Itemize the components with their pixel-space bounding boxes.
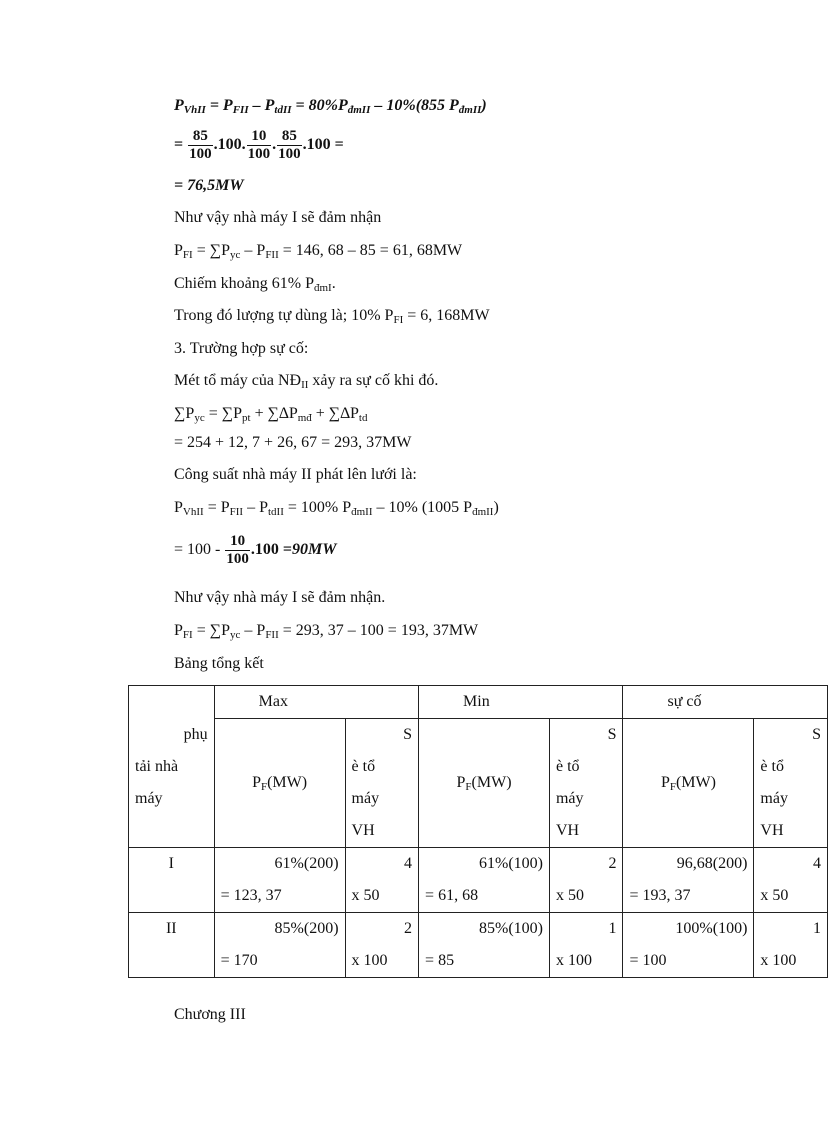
header-pf-fault: $P_F(MW)$ [623, 719, 754, 848]
equation-pfi-fault: $P_{FI} = \sum P_{yc} - P_{FII} = 293$, 37 – 100 = 193, 37MW [174, 622, 479, 641]
fraction-1: $\frac{85}{100}$ [189, 128, 212, 162]
table-caption: Bảng tổng kết [174, 655, 264, 672]
header-pf-max: $P_F(MW)$ [214, 719, 345, 848]
table-row [129, 913, 828, 978]
table-header-row [129, 686, 828, 719]
header-sets-min: S è tổ máy VH [549, 719, 623, 848]
formula-fractions: = $\frac{85}{100}$ .100. $\frac{10}{100}$ . $\frac{85}{100}$ .100 = [174, 128, 344, 162]
cell-plant: I [129, 848, 215, 913]
paragraph-plant-i-takes-2: Như vậy nhà máy I sẽ đảm nhận. [174, 589, 386, 606]
equation-sum-pyc: $\sum P_{yc} = \sum P_{pt} + \sum\Delta P_{mđ} + \sum\Delta P_{td}$ [174, 405, 368, 424]
header-fault: sự cố [623, 686, 828, 719]
header-sets-max: S è tổ máy VH [345, 719, 419, 848]
equation-pvhii-fault: $P_{VhII} = P_{FII} - P_{tdII} = 100\%$ $P_{đmII} - 10\%$ (1005 $P_{đmII}$) [174, 499, 499, 518]
formula-vhii: $P_{VhII} = P_{FII} - P_{tdII} = 80\%P_{đmII} - 10\%(855$ $P_{đmII}$) [174, 97, 487, 116]
header-load: phụ tải nhà máy [129, 686, 215, 848]
cell-max-sets: 2 x 100 [345, 913, 419, 978]
cell-fault-sets: 4 x 50 [754, 848, 828, 913]
cell-min-pf: 85%(100) = 85 [419, 913, 550, 978]
cell-max-sets: 4 x 50 [345, 848, 419, 913]
header-min: Min [419, 686, 623, 719]
fraction-3: $\frac{85}{100}$ [278, 128, 301, 162]
equation-pfi-normal: $P_{FI} = \sum P_{yc} - P_{FII} = 146$, 68 – 85 = 61, 68MW [174, 242, 463, 261]
paragraph-plant-ii-output: Công suất nhà máy II phát lên lưới là: [174, 466, 417, 483]
summary-table [128, 685, 828, 978]
table-row [129, 848, 828, 913]
cell-max-pf: 85%(200) = 170 [214, 913, 345, 978]
cell-fault-sets: 1 x 100 [754, 913, 828, 978]
paragraph-plant-i-takes: Như vậy nhà máy I sẽ đảm nhận [174, 209, 382, 226]
header-pf-min: $P_F(MW)$ [419, 719, 550, 848]
equation-fault-result: = 100 - $\frac{10}{100}$ .100 =90MW [174, 533, 337, 567]
formula-result: = 76,5MW [174, 177, 244, 194]
heading-fault-case: 3. Trường hợp sự cố: [174, 340, 309, 357]
header-sets-fault: S è tổ máy VH [754, 719, 828, 848]
cell-min-sets: 2 x 50 [549, 848, 623, 913]
equation-sum-value: = 254 + 12, 7 + 26, 67 = 293, 37MW [174, 434, 412, 451]
fraction-4: $\frac{10}{100}$ [226, 533, 249, 567]
paragraph-share: Chiếm khoảng 61% $P_{đmI}$. [174, 275, 336, 294]
cell-fault-pf: 100%(100) = 100 [623, 913, 754, 978]
cell-plant: II [129, 913, 215, 978]
header-max: Max [214, 686, 418, 719]
table-subheader-row [129, 719, 828, 848]
cell-min-pf: 61%(100) = 61, 68 [419, 848, 550, 913]
cell-max-pf: 61%(200) = 123, 37 [214, 848, 345, 913]
fraction-2: $\frac{10}{100}$ [247, 128, 271, 162]
paragraph-fault-desc: Mét tổ máy của $NĐ_{II}$ xảy ra sự cố khi đó. [174, 372, 439, 391]
cell-fault-pf: 96,68(200) = 193, 37 [623, 848, 754, 913]
paragraph-self-use: Trong đó lượng tự dùng là; 10% $P_{FI} = 6$, 168MW [174, 307, 490, 326]
cell-min-sets: 1 x 100 [549, 913, 623, 978]
chapter-heading: Chương III [174, 1006, 246, 1023]
